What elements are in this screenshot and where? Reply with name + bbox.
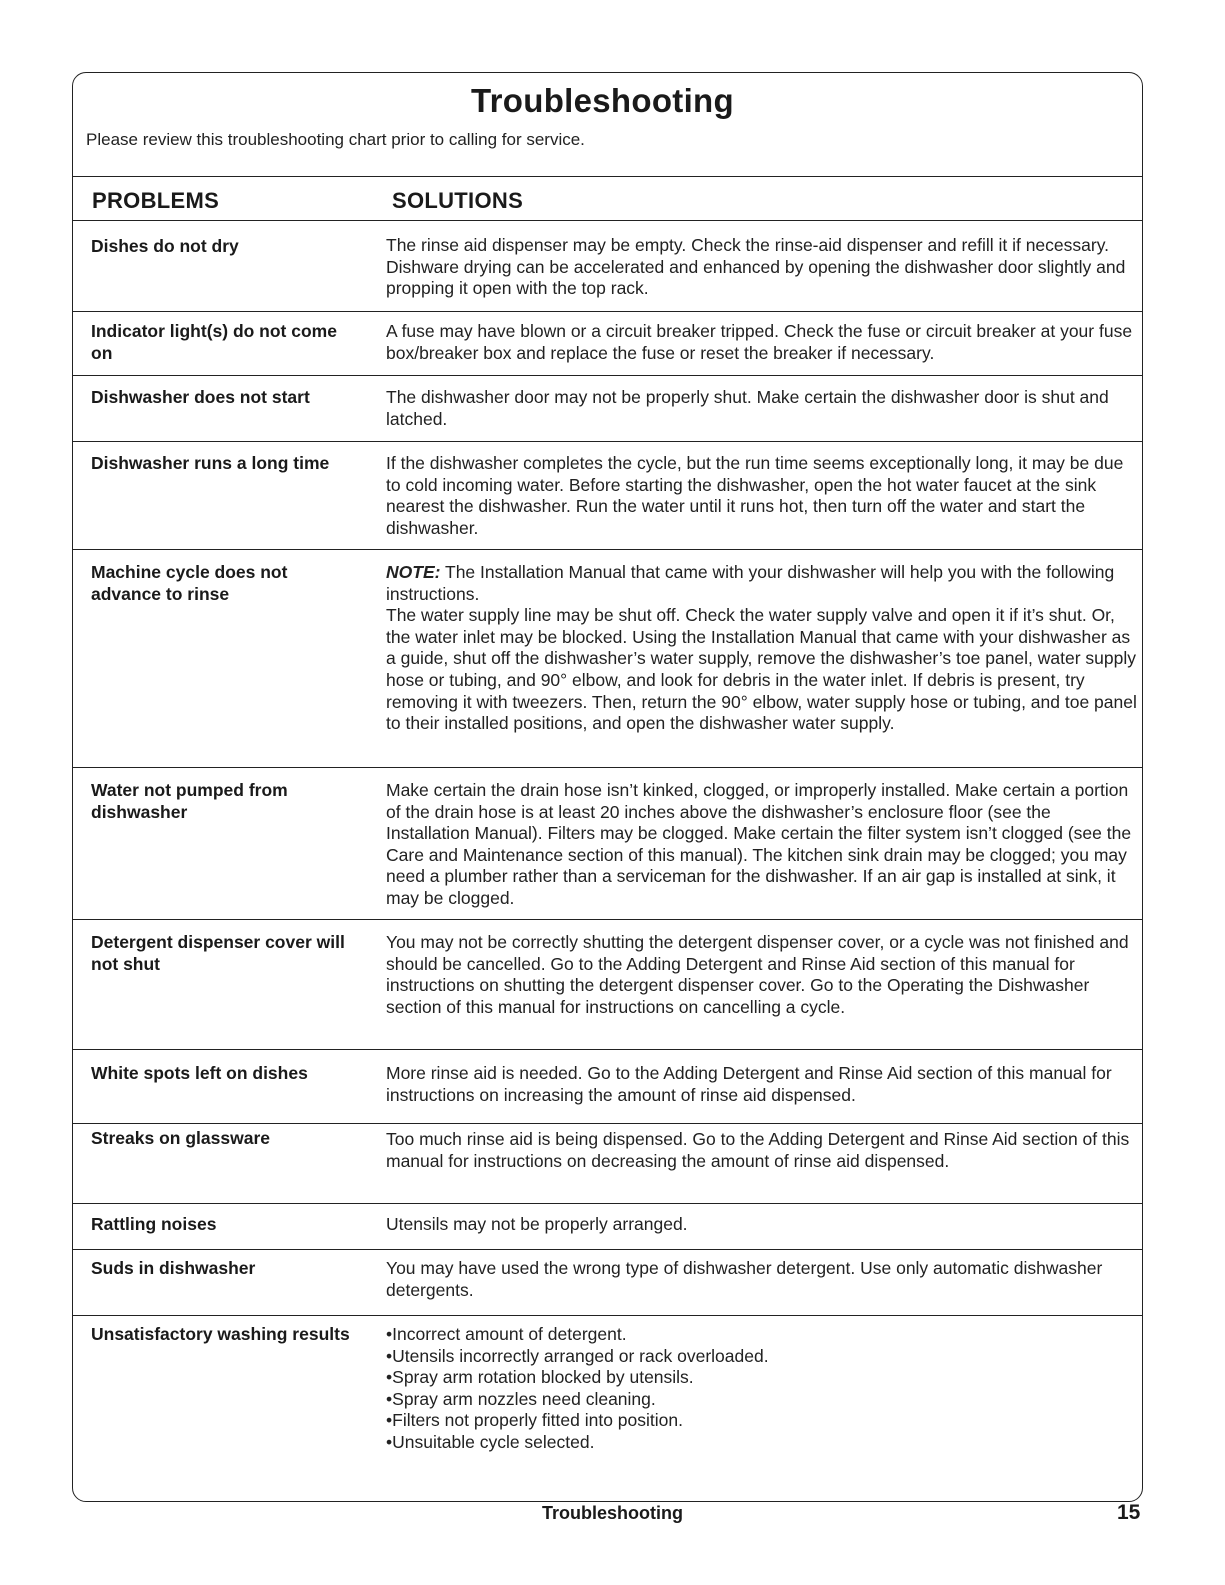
problems-column-header: PROBLEMS xyxy=(92,188,220,213)
solution-text: The rinse aid dispenser may be empty. Check the rinse-aid dispenser and refill it if necessary. Dishware drying can be accelerated and enhanced by opening the dishwasher door slightly and propping it open with the top rack. xyxy=(386,235,1126,299)
table-row xyxy=(72,1124,1143,1204)
solution-text xyxy=(386,562,1138,735)
list-item: • Incorrect amount of detergent. xyxy=(386,1324,1138,1346)
page-title: Troubleshooting xyxy=(471,82,734,119)
footer-section-label: Troubleshooting xyxy=(542,1503,683,1523)
solution-paragraph: The water supply line may be shut off. Check the water supply valve and open it if it’s shut. Or, the water inlet may be blocked. Using the Installation Manual that came with your dishwasher as a guide, shut off the dishwasher’s water supply, remove the dishwasher’s toe panel, water supply hose or tubing, and 90° elbow, and look for debris in the water inlet. If debris is present, try removing it with tweezers. Then, return the 90° elbow, water supply hose or tubing, and toe panel to their installed positions, and open the dishwasher water supply. xyxy=(386,605,1137,734)
solution-text: A fuse may have blown or a circuit breaker tripped. Check the fuse or circuit breaker at your fuse box/breaker box and replace the fuse or reset the breaker if necessary. xyxy=(386,321,1133,363)
intro-text: Please review this troubleshooting chart prior to calling for service. xyxy=(86,130,585,149)
problem-label: Dishes do not dry xyxy=(91,236,239,256)
bullet-list xyxy=(386,1324,1138,1454)
note-label: NOTE: xyxy=(386,562,441,582)
solution-text: You may have used the wrong type of dishwasher detergent. Use only automatic dishwasher detergents. xyxy=(386,1258,1103,1300)
page-number: 15 xyxy=(1117,1501,1141,1524)
note-text: The Installation Manual that came with your dishwasher will help you with the following instructions. xyxy=(386,562,1115,604)
note-paragraph xyxy=(386,562,1138,605)
problem-label: Rattling noises xyxy=(91,1214,217,1234)
problem-label: Streaks on glassware xyxy=(91,1128,270,1148)
solution-text xyxy=(386,1324,1138,1454)
problem-label: Suds in dishwasher xyxy=(91,1258,256,1278)
solution-text: Make certain the drain hose isn’t kinked, clogged, or improperly installed. Make certain a portion of the drain hose is at least 20 inches above the dishwasher’s enclosure floor (see the Installation Manual). Filters may be clogged. Make certain the filter system isn’t clogged (see the Care and Maintenance section of this manual). The kitchen sink drain may be clogged; you may need a plumber rather than a serviceman for the dishwasher. If an air gap is installed at sink, it may be clogged. xyxy=(386,780,1132,908)
problem-label: Machine cycle does not advance to rinse xyxy=(91,562,288,604)
table-row xyxy=(72,550,1143,768)
table-row xyxy=(72,1050,1143,1124)
header-top-rule xyxy=(72,176,1143,177)
problem-label: Dishwasher runs a long time xyxy=(91,453,330,473)
solution-text: Utensils may not be properly arranged. xyxy=(386,1214,688,1234)
problem-label: Water not pumped from dishwasher xyxy=(91,780,288,822)
table-row xyxy=(72,768,1143,920)
table-row xyxy=(72,442,1143,550)
solution-text: You may not be correctly shutting the detergent dispenser cover, or a cycle was not finished and should be cancelled. Go to the Adding Detergent and Rinse Aid section of this manual for instructions on shutting the detergent dispenser cover. Go to the Operating the Dishwasher section of this manual for instructions on cancelling a cycle. xyxy=(386,932,1129,1017)
header-bottom-rule xyxy=(72,220,1143,221)
solution-text: Too much rinse aid is being dispensed. Go to the Adding Detergent and Rinse Aid section of this manual for instructions on decreasing the amount of rinse aid dispensed. xyxy=(386,1129,1130,1171)
table-row xyxy=(72,222,1143,312)
list-item: • Unsuitable cycle selected. xyxy=(386,1432,1138,1454)
table-row xyxy=(72,1204,1143,1250)
problem-label: Unsatisfactory washing results xyxy=(91,1324,350,1344)
solution-text: If the dishwasher completes the cycle, but the run time seems exceptionally long, it may be due to cold incoming water. Before starting the dishwasher, open the hot water faucet at the sink nearest the dishwasher. Run the water until it runs hot, then turn off the water and start the dishwasher. xyxy=(386,453,1124,538)
problem-label: Detergent dispenser cover will not shut xyxy=(91,932,345,974)
list-item: • Filters not properly fitted into position. xyxy=(386,1410,1138,1432)
list-item: • Spray arm rotation blocked by utensils. xyxy=(386,1367,1138,1389)
list-item: • Spray arm nozzles need cleaning. xyxy=(386,1389,1138,1411)
solution-text: More rinse aid is needed. Go to the Adding Detergent and Rinse Aid section of this manual for instructions on increasing the amount of rinse aid dispensed. xyxy=(386,1063,1112,1105)
list-item: • Utensils incorrectly arranged or rack overloaded. xyxy=(386,1346,1138,1368)
table-row xyxy=(72,1250,1143,1316)
solutions-column-header: SOLUTIONS xyxy=(392,188,524,213)
solution-text: The dishwasher door may not be properly shut. Make certain the dishwasher door is shut and latched. xyxy=(386,387,1109,429)
table-row xyxy=(72,920,1143,1050)
problem-label: Indicator light(s) do not come on xyxy=(91,321,337,363)
table-row xyxy=(72,312,1143,376)
table-row xyxy=(72,1316,1143,1496)
problem-label: Dishwasher does not start xyxy=(91,387,310,407)
table-row xyxy=(72,376,1143,442)
problem-label: White spots left on dishes xyxy=(91,1063,308,1083)
